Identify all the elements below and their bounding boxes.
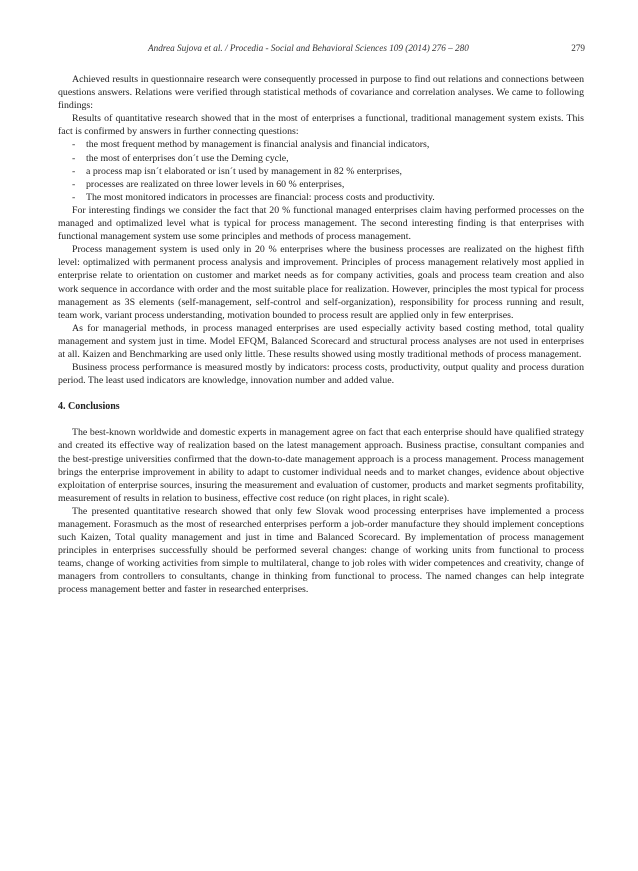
- findings-list: [58, 138, 584, 203]
- paragraph-managerial-methods: As for managerial methods, in process managed enterprises are used especially activity based costing method, total quality management and system just in time. Model EFQM, Balanced Scorecard and structural process analyses are not used in enterprises at all. Kaizen and Benchmarking are used only little. These results showed using mostly traditional methods of process management.: [58, 322, 584, 360]
- paragraph-findings-intro: Achieved results in questionnaire research were consequently processed in purpose to find out relations and connections between questions answers. Relations were verified through statistical methods of covariance and correlation analyses. We came to following findings:: [58, 74, 584, 112]
- dash-marker: -: [72, 178, 76, 190]
- paragraph-quantitative-results: Results of quantitative research showed that in the most of enterprises a functional, traditional management system exists. This fact is confirmed by answers in further connecting questions:: [58, 113, 584, 138]
- list-item-text: processes are realizated on three lower levels in 60 % enterprises,: [86, 178, 345, 190]
- body-text: [58, 73, 584, 597]
- section-heading: 4. Conclusions: [58, 401, 120, 413]
- paragraph-performance-indicators: Business process performance is measured mostly by indicators: process costs, productivity, output quality and process duration period. The least used indicators are knowledge, innovation number and added value.: [58, 362, 584, 387]
- paragraph-conclusions-2: The presented quantitative research showed that only few Slovak wood processing enterprises have implemented a process management. Forasmuch as the most of researched enterprises perform a job-order manufacture they should implement conceptions such Kaizen, Total quality management and just in time and Balanced Scorecard. By implementation of process management principles in enterprises successfully should be performed several changes: change of working units from functional to process teams, change of working activities from simple to multilateral, change to job roles with wider competences and creativity, change of managers from controllers to consultants, change in thinking from functional to process. The named changes can help integrate process management better and faster in researched enterprises.: [58, 505, 584, 596]
- paragraph-process-management-system: Process management system is used only in 20 % enterprises where the business processes are realizated on the highest fifth level: optimalized with permanent process analysis and improvement. Principles of process management relatively most applied in enterprise relate to orientation on customer and market needs as for company activities, goals and process team creation and also work sequence in accordance with order and the most suitable place for realization. However, principles the most typical for process management as 3S elements (self-management, self-control and self-organization), responsibility for process running and result, team work, variant process understanding, motivation bounded to process result are applied only in few enterprises.: [58, 244, 584, 321]
- dash-marker: -: [72, 165, 76, 177]
- dash-marker: -: [72, 139, 76, 151]
- list-item-text: a process map isn´t elaborated or isn´t used by management in 82 % enterprises,: [86, 165, 402, 177]
- list-item-text: the most of enterprises don´t use the Deming cycle,: [86, 152, 289, 164]
- list-item: [58, 152, 584, 165]
- paragraph-interesting-findings: For interesting findings we consider the fact that 20 % functional managed enterprises claim having performed processes on the managed and optimalized level what is typical for process management. The second interesting finding is that enterprises with functional management system use some principles and methods of process management.: [58, 204, 584, 243]
- list-item-text: the most frequent method by management is financial analysis and financial indicators,: [86, 139, 430, 151]
- page-number: 279: [571, 43, 585, 53]
- running-title: Andrea Sujova et al. / Procedia - Social and Behavioral Sciences 109 (2014) 276 – 280: [148, 43, 469, 53]
- list-item-text: The most monitored indicators in processes are financial: process costs and productivity.: [86, 191, 435, 203]
- page-header: [60, 43, 585, 57]
- list-item: [58, 178, 584, 191]
- list-item: [58, 165, 584, 178]
- list-item: [58, 138, 584, 151]
- list-item: [58, 191, 584, 204]
- dash-marker: -: [72, 191, 76, 203]
- dash-marker: -: [72, 152, 76, 164]
- paragraph-conclusions-1: The best-known worldwide and domestic experts in management agree on fact that each enterprise should have qualified strategy and created its effective way of realization based on the latest management approach. Business practise, consultant companies and the best-prestige universities confirmed that the down-to-date management approach is a process management. Process management brings the enterprise improvement in ability to adapt to customer individual needs and to market changes, evidence about objective exploitation of enterprise sources, insuring the measurement and evaluation of customer, products and market segments profitability, measurement of results in relation to business, effective cost reduce (on right places, in right scale).: [58, 427, 584, 504]
